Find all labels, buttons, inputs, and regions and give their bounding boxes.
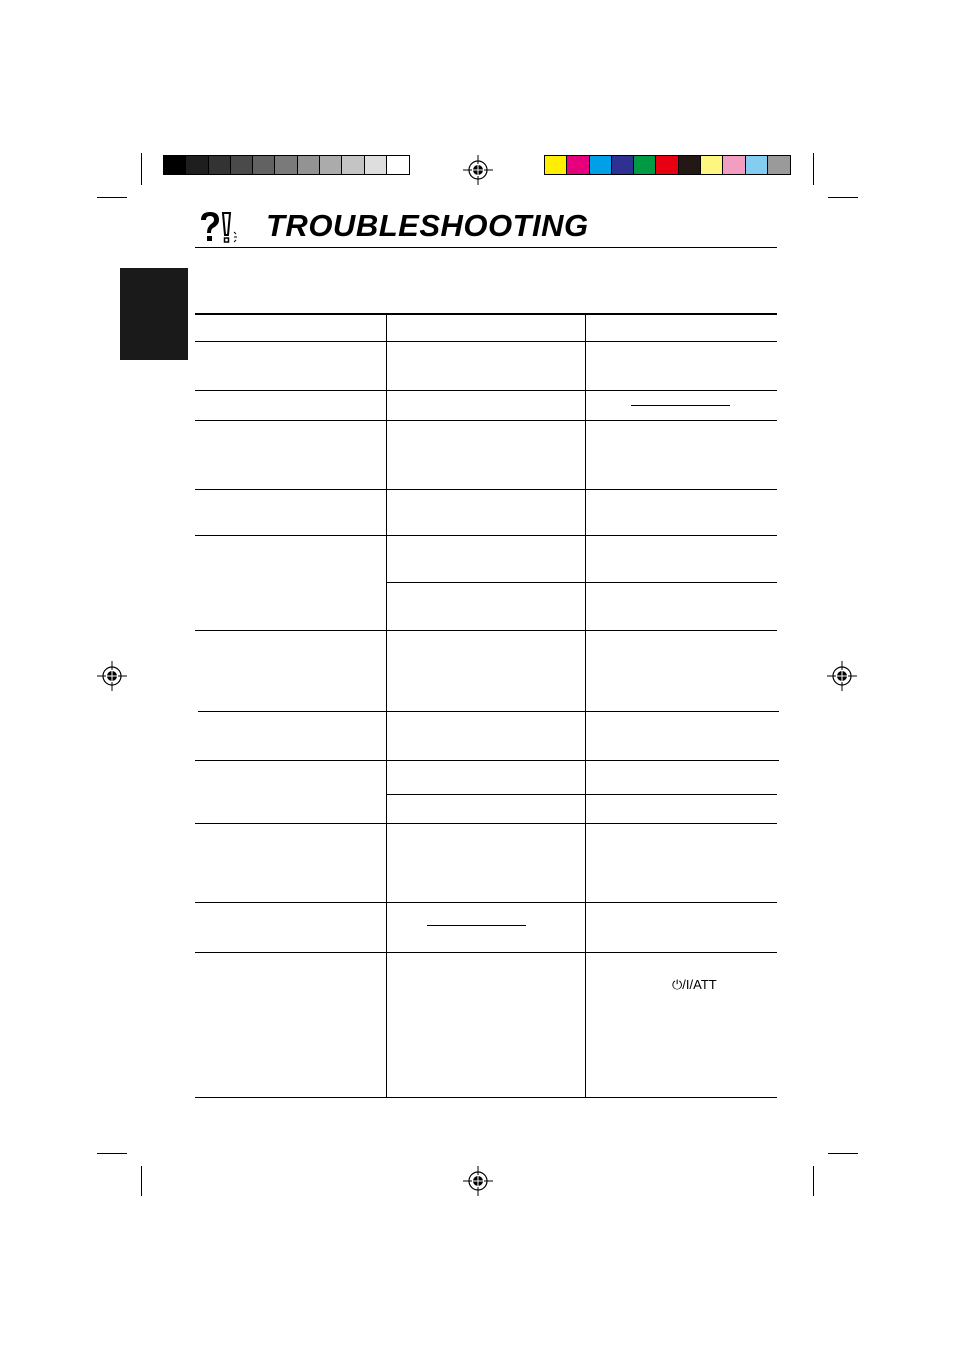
row-separator [386, 794, 777, 795]
crop-mark [828, 1153, 858, 1154]
gray-swatch [186, 156, 208, 174]
gray-swatch [209, 156, 231, 174]
registration-mark-icon [827, 661, 857, 691]
row-separator [195, 420, 777, 421]
row-separator [195, 902, 777, 903]
row-separator [198, 711, 779, 712]
column-divider [585, 313, 586, 1098]
gray-swatch [253, 156, 275, 174]
color-swatch [567, 156, 589, 174]
color-swatch [612, 156, 634, 174]
grayscale-color-bar [163, 155, 410, 175]
row-separator [195, 952, 777, 953]
color-swatch [701, 156, 723, 174]
row-separator [195, 390, 777, 391]
registration-mark-icon [463, 155, 493, 185]
crop-mark [813, 1166, 814, 1196]
text-underline [427, 925, 526, 926]
row-separator [195, 760, 779, 761]
power-button-label: ⏻/I/ATT [672, 977, 717, 992]
language-side-tab [120, 268, 188, 360]
color-swatch [656, 156, 678, 174]
column-divider [386, 313, 387, 1098]
color-swatch [679, 156, 701, 174]
row-separator [195, 630, 777, 631]
color-swatch [634, 156, 656, 174]
gray-swatch [320, 156, 342, 174]
color-swatch [545, 156, 567, 174]
color-swatch [768, 156, 790, 174]
row-separator [195, 489, 777, 490]
gray-swatch [298, 156, 320, 174]
table-bottom-rule [195, 1097, 777, 1098]
process-color-bar [544, 155, 791, 175]
table-top-rule [195, 313, 777, 315]
crop-mark [828, 197, 858, 198]
registration-mark-icon [463, 1166, 493, 1196]
row-separator [386, 582, 777, 583]
gray-swatch [342, 156, 364, 174]
crop-mark [141, 153, 142, 185]
title-rule [195, 247, 777, 248]
table-header-rule [195, 341, 777, 342]
color-swatch [723, 156, 745, 174]
color-swatch [590, 156, 612, 174]
gray-swatch [231, 156, 253, 174]
gray-swatch [164, 156, 186, 174]
registration-mark-icon [97, 661, 127, 691]
page-title: TROUBLESHOOTING [266, 208, 589, 243]
crop-mark [97, 197, 127, 198]
row-separator [195, 535, 777, 536]
gray-swatch [275, 156, 297, 174]
crop-mark [97, 1153, 127, 1154]
row-separator [195, 823, 777, 824]
crop-mark [813, 153, 814, 185]
gray-swatch [365, 156, 387, 174]
color-swatch [746, 156, 768, 174]
gray-swatch [387, 156, 409, 174]
question-exclamation-icon [196, 210, 244, 246]
crop-mark [141, 1166, 142, 1196]
text-underline [631, 405, 730, 406]
